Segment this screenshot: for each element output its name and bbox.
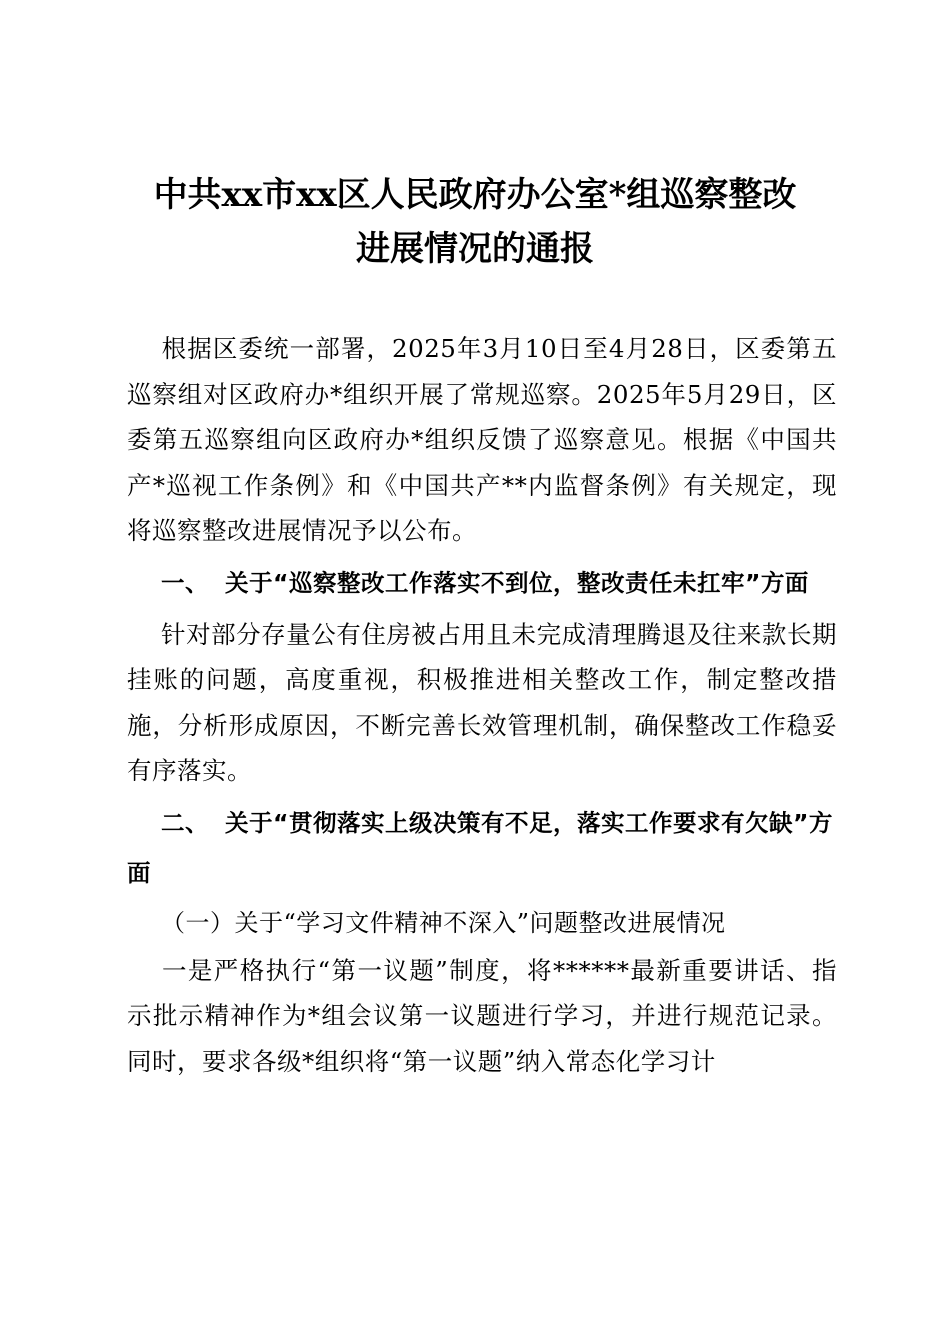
section-2-sub-1-body: 一是严格执行“第一议题”制度，将******最新重要讲话、指示批示精神作为*组会议第一议题进行学习，并进行规范记录。同时，要求各级*组织将“第一议题”纳入常态化学习计 <box>127 955 837 1076</box>
document-body <box>127 326 837 1084</box>
section-1-heading <box>127 558 837 608</box>
document-title-line-1: 中共xx市xx区人民政府办公室*组巡察整改 <box>153 175 797 215</box>
section-1-number: 一、 <box>161 568 209 597</box>
section-2-number: 二、 <box>161 808 209 837</box>
section-2-sub-1-paragraph <box>127 948 837 1085</box>
section-2-title: 关于“贯彻落实上级决策有不足，落实工作要求有欠缺”方面 <box>127 808 833 887</box>
document-title-line-2: 进展情况的通报 <box>356 229 594 269</box>
section-2-subheading-1: （一）关于“学习文件精神不深入”问题整改进展情况 <box>161 908 726 937</box>
intro-paragraph <box>127 326 837 554</box>
intro-text: 根据区委统一部署，2025年3月10日至4月28日，区委第五巡察组对区政府办*组织开展了常规巡察。2025年5月29日，区委第五巡察组向区政府办*组织反馈了巡察意见。根据《中国共产*巡视工作条例》和《中国共产**内监督条例》有关规定，现将巡察整改进展情况予以公布。 <box>127 334 837 545</box>
document-title <box>100 168 850 276</box>
section-2-heading <box>127 798 837 898</box>
section-1-paragraph <box>127 612 837 794</box>
section-1-body: 针对部分存量公有住房被占用且未完成清理腾退及往来款长期挂账的问题，高度重视，积极推进相关整改工作，制定整改措施，分析形成原因，不断完善长效管理机制，确保整改工作稳妥有序落实。 <box>127 619 837 785</box>
section-1-title: 关于“巡察整改工作落实不到位，整改责任未扛牢”方面 <box>225 568 809 597</box>
